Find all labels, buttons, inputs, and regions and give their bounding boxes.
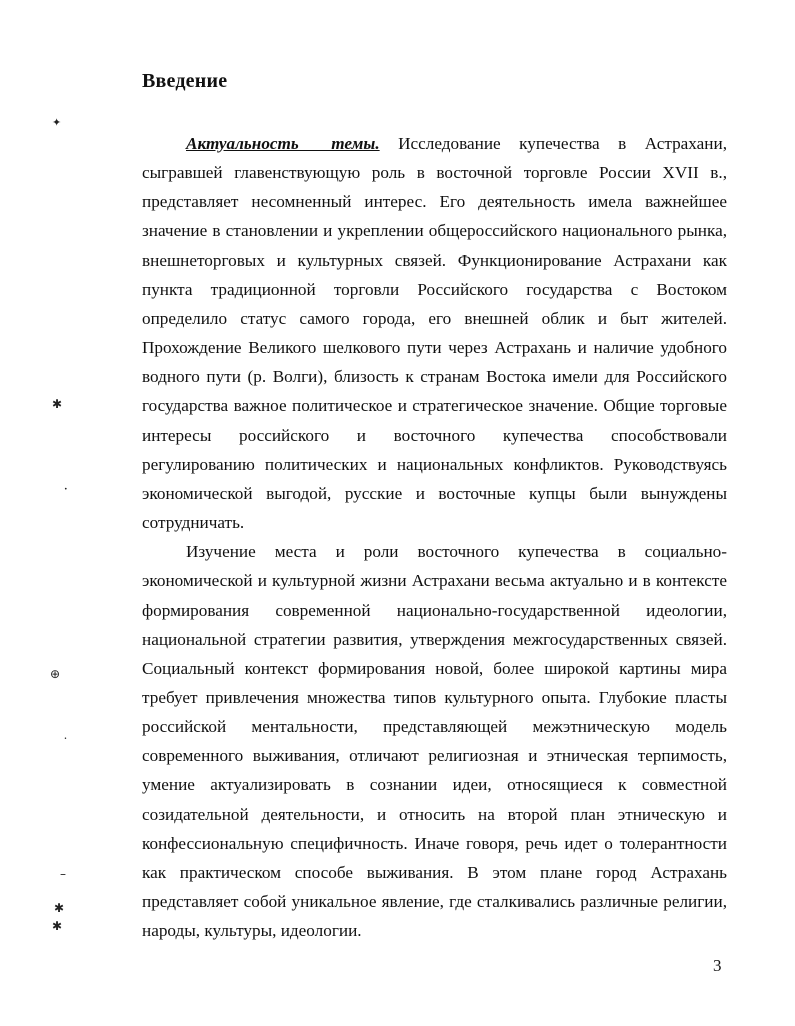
paragraph-relevance bbox=[142, 129, 727, 537]
paragraph-relevance-text: Исследование купечества в Астрахани, сыгравшей главенствующую роль в восточной торговле России XVII в., представляет несомненный интерес. Его деятельность имела важнейшее значение в становлении и укреплении общероссийского национального рынка, внешнеторговых и культурных связей. Функционирование Астрахани как пункта традиционной торговли Российского государства с Востоком определило статус самого города, его внешней облик и быт жителей. Прохождение Великого шелкового пути через Астрахань и наличие удобного водного пути (р. Волги), близость к странам Востока имели для Российского государства важное политическое и стратегическое значение. Общие торговые интересы российского и восточного купечества способствовали регулированию политических и национальных конфликтов. Руководствуясь экономической выгодой, русские и восточные купцы были вынуждены сотрудничать. bbox=[142, 134, 727, 533]
page-title: Введение bbox=[142, 70, 228, 92]
scan-speck-icon: ✱ bbox=[52, 919, 63, 933]
topic-label: Актуальность темы. bbox=[186, 134, 380, 153]
scan-speck-icon: • bbox=[64, 736, 67, 742]
page-number: 3 bbox=[713, 956, 722, 975]
scan-speck-icon: ✱ bbox=[54, 901, 65, 915]
scan-speck-icon: • bbox=[64, 486, 68, 493]
scan-speck-icon: ✱ bbox=[52, 397, 63, 411]
scan-speck-icon: ⊕ bbox=[50, 667, 61, 681]
scan-speck-icon: ✦ bbox=[52, 116, 62, 129]
scan-speck-icon: – bbox=[60, 867, 66, 881]
document-body bbox=[142, 129, 727, 945]
paragraph-study bbox=[142, 537, 727, 945]
paragraph-study-text: Изучение места и роли восточного купечества в социально-экономической и культурной жизни Астрахани весьма актуально и в контексте формирования современной национально-государственной идеологии, национальной стратегии развития, утверждения межгосударственных связей. Социальный контекст формирования новой, более широкой картины мира требует привлечения множества типов культурного опыта. Глубокие пласты российской ментальности, представляющей межэтническую модель современного выживания, отличают религиозная и этническая терпимость, умение актуализировать в сознании идеи, относящиеся к совместной созидательной деятельности, и относить на второй план этническую и конфессиональную специфичность. Иначе говоря, речь идет о толерантности как практическом способе выживания. В этом плане город Астрахань представляет собой уникальное явление, где сталкивались различные религии, народы, культуры, идеологии. bbox=[142, 542, 727, 941]
